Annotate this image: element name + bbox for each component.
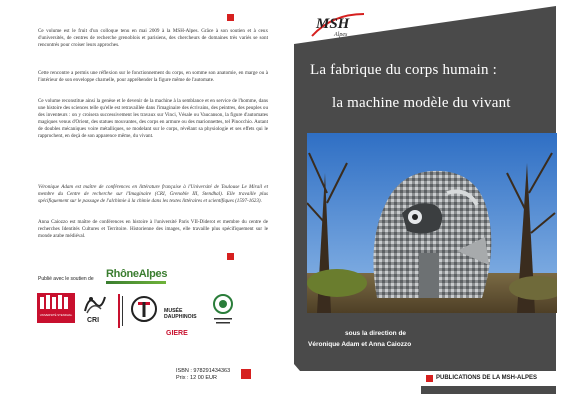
stendhal-logo-text: UNIVERSITÉ STENDHAL bbox=[39, 313, 73, 317]
msh-logo-subtext: Alpes bbox=[334, 32, 348, 38]
publisher-red-square bbox=[426, 375, 433, 382]
intro-paragraph: Ce volume est le fruit d'un colloque tenu en mai 2009 à la MSH-Alpes. Grâce à son soutien et à ceux d'universités, de centres de recherche grenoblois et parisiens, des chercheurs de domaines très variés se sont rencontrés pour croiser leurs approches. bbox=[38, 28, 268, 48]
musee-dauphinois-logo-text: MUSÉE DAUPHINOIS bbox=[164, 308, 197, 320]
msh-alpes-logo bbox=[310, 10, 368, 49]
summary-paragraph: Ce volume reconstitue ainsi la genèse et le devenir de la machine à la semblance et en service de l'homme, dans une histoire des sciences telle qu'elle est retravaillée dans l'imaginaire des écrivains, des peintres, des peuples ou des inventeurs : on y croisera successivement les travaux sur Vinci, Vésale ou Vaucanson, la figure d'automates magiques venus d'Orient, des statues mouvantes, des corps en armure ou des marionnettes, tel Pinocchio. Autant de doubles mécaniques voire métalliques, se modelant sur le corps, révélant sa physiologie et ses effets qui le rapprochent, en deçà de son apparence même, du vivant. bbox=[38, 98, 268, 139]
support-label: Publié avec le soutien de bbox=[38, 276, 94, 282]
author-caiozzo-bio: Anna Caiozzo est maître de conférences en histoire à l'université Paris VII-Diderot et membre du centre de recherches Identités Cultures et Territoire. Historienne des images, elle travaille plus spécifiquement sur le monde arabe médiéval. bbox=[38, 219, 268, 239]
publisher-name: PUBLICATIONS DE LA MSH-ALPES bbox=[436, 375, 538, 381]
author-adam-bio: Véronique Adam est maître de conférences en littérature française à l'Université de Toulouse Le Mirail et membre du Centre de recherche sur l'Imaginaire (CRI, Grenoble III, Stendhal). Elle travaille plus spécifiquement sur le passage de l'alchimie à la chimie dans les textes littéraires et scientifiques (1597-1623). bbox=[38, 184, 268, 204]
cover-photo-mosaic-sculpture bbox=[307, 133, 557, 313]
cri-logo-text: CRI bbox=[87, 317, 100, 324]
cover-photo-graphic bbox=[307, 133, 557, 313]
rhone-alpes-logo-text: RhôneAlpes bbox=[106, 268, 168, 280]
book-title-line-2: la machine modèle du vivant bbox=[332, 95, 511, 111]
giere-logo-text: GIERE bbox=[166, 330, 188, 337]
editors-names: Véronique Adam et Anna Caiozzo bbox=[308, 341, 412, 348]
reflection-paragraph: Cette rencontre a permis une réflexion sur le fonctionnement du corps, en somme son anatomie, en marge ou à l'intérieur de son enveloppe charnelle, pour appréhender la figure même de l'automate. bbox=[38, 70, 268, 83]
isbn-text: ISBN : 978291434363 bbox=[176, 368, 231, 374]
book-title-line-1: La fabrique du corps humain : bbox=[310, 62, 497, 78]
direction-label: sous la direction de bbox=[345, 330, 407, 337]
msh-logo-text: MSH bbox=[316, 16, 350, 32]
price-text: Prix : 12 00 EUR bbox=[176, 375, 217, 381]
